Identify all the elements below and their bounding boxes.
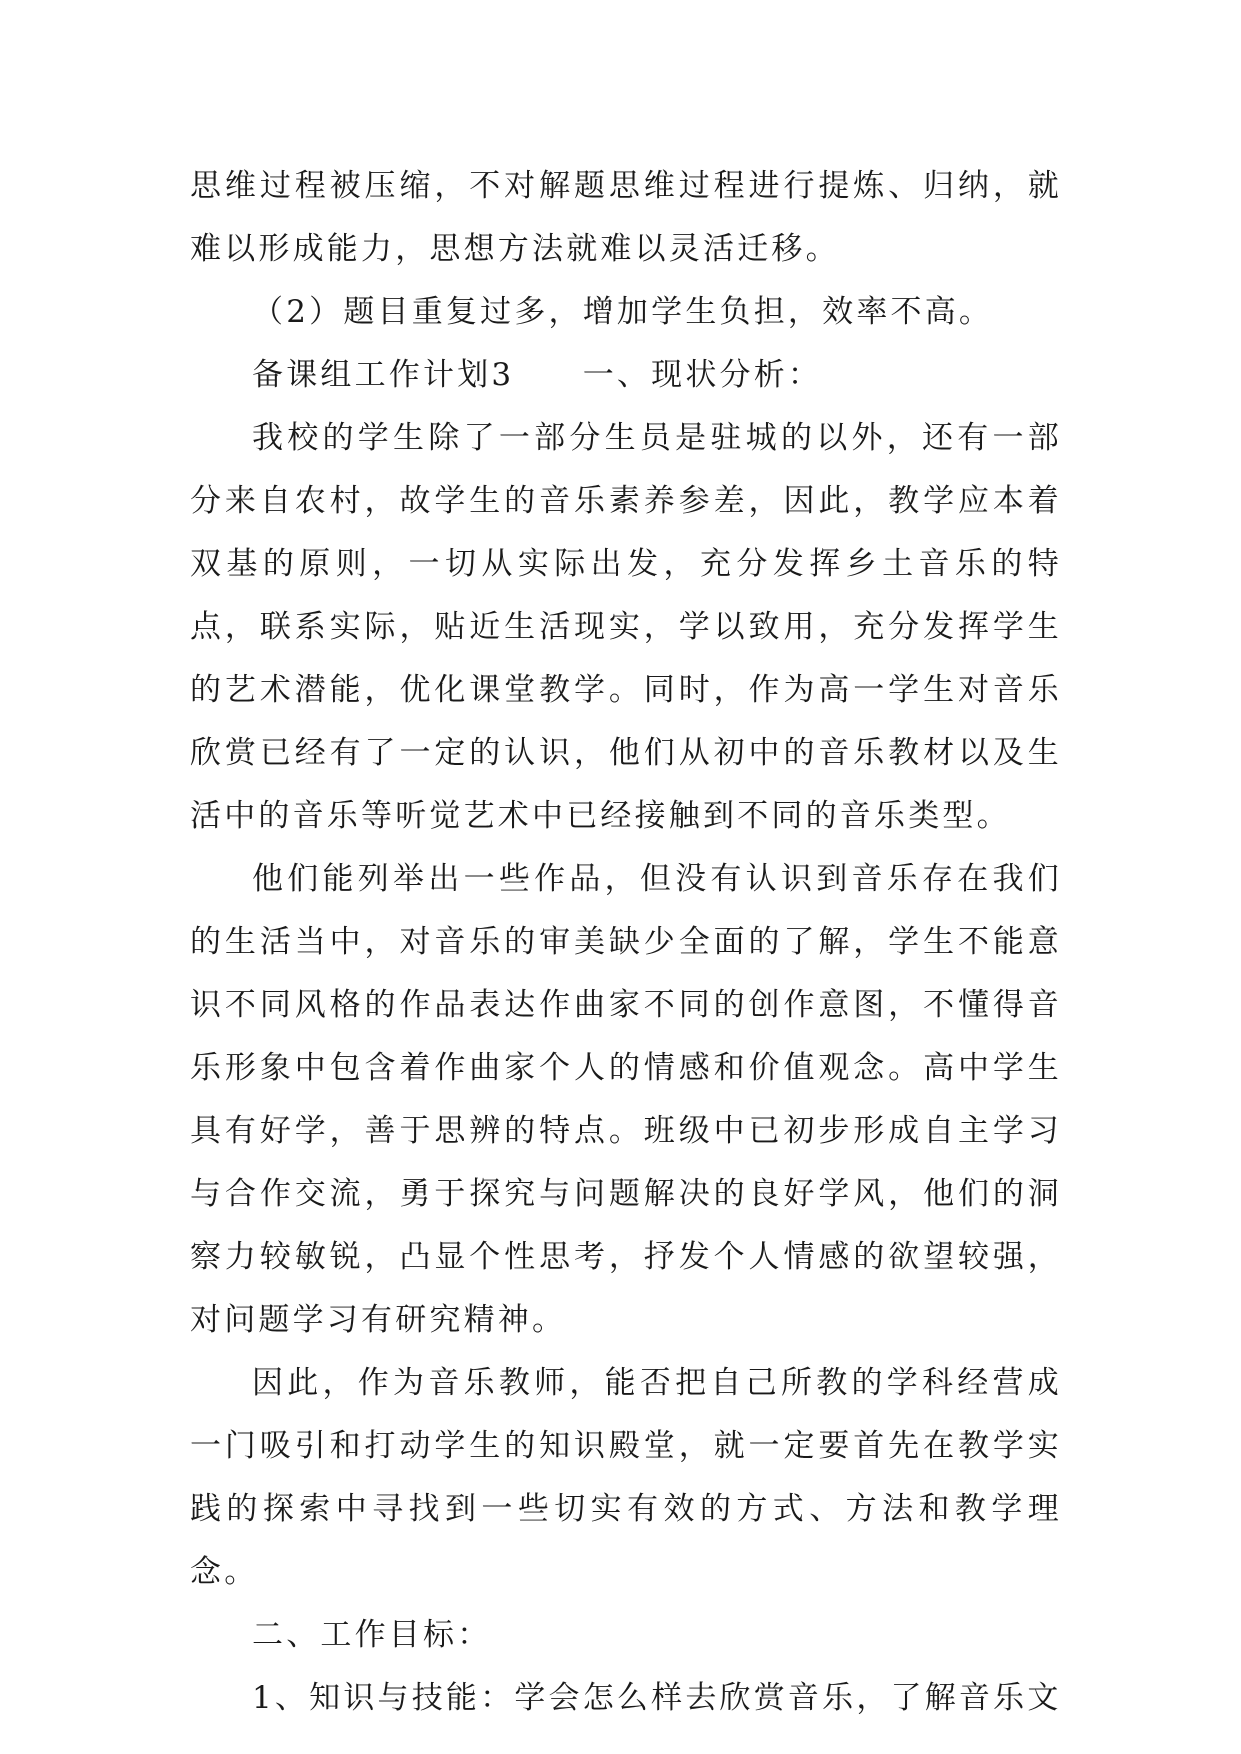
section-heading-goals: 二、工作目标： — [252, 1617, 492, 1653]
paragraph-teacher-approach: 因此，作为音乐教师，能否把自己所教的学科经营成一门吸引和打动学生的知识殿堂，就一定要首先在教学实践的探索中寻找到一些切实有效的方式、方法和教学理念。 — [190, 1365, 1062, 1590]
paragraph-item-2: （2）题目重复过多，增加学生负担，效率不高。 — [252, 294, 994, 330]
document-body — [190, 155, 1062, 1730]
paragraph-students-background: 我校的学生除了一部分生员是驻城的以外，还有一部分来自农村，故学生的音乐素养参差，因此，教学应本着双基的原则，一切从实际出发，充分发挥乡土音乐的特点，联系实际，贴近生活现实，学以致用，充分发挥学生的艺术潜能，优化课堂教学。同时，作为高一学生对音乐欣赏已经有了一定的认识，他们从初中的音乐教材以及生活中的音乐等听觉艺术中已经接触到不同的音乐类型。 — [190, 420, 1062, 834]
paragraph-students-characteristics: 他们能列举出一些作品，但没有认识到音乐存在我们的生活当中，对音乐的审美缺少全面的了解，学生不能意识不同风格的作品表达作曲家不同的创作意图，不懂得音乐形象中包含着作曲家个人的情感和价值观念。高中学生具有好学，善于思辨的特点。班级中已初步形成自主学习与合作交流，勇于探究与问题解决的良好学风，他们的洞察力较敏锐，凸显个性思考，抒发个人情感的欲望较强，对问题学习有研究精神。 — [190, 861, 1062, 1338]
paragraph-goal-knowledge-skills: 1、知识与技能：学会怎么样去欣赏音乐，了解音乐文 — [252, 1680, 1062, 1716]
section-heading-plan-3: 备课组工作计划3 一、现状分析： — [252, 357, 823, 393]
paragraph-continued: 思维过程被压缩，不对解题思维过程进行提炼、归纳，就难以形成能力，思想方法就难以灵活迁移。 — [190, 168, 1062, 267]
